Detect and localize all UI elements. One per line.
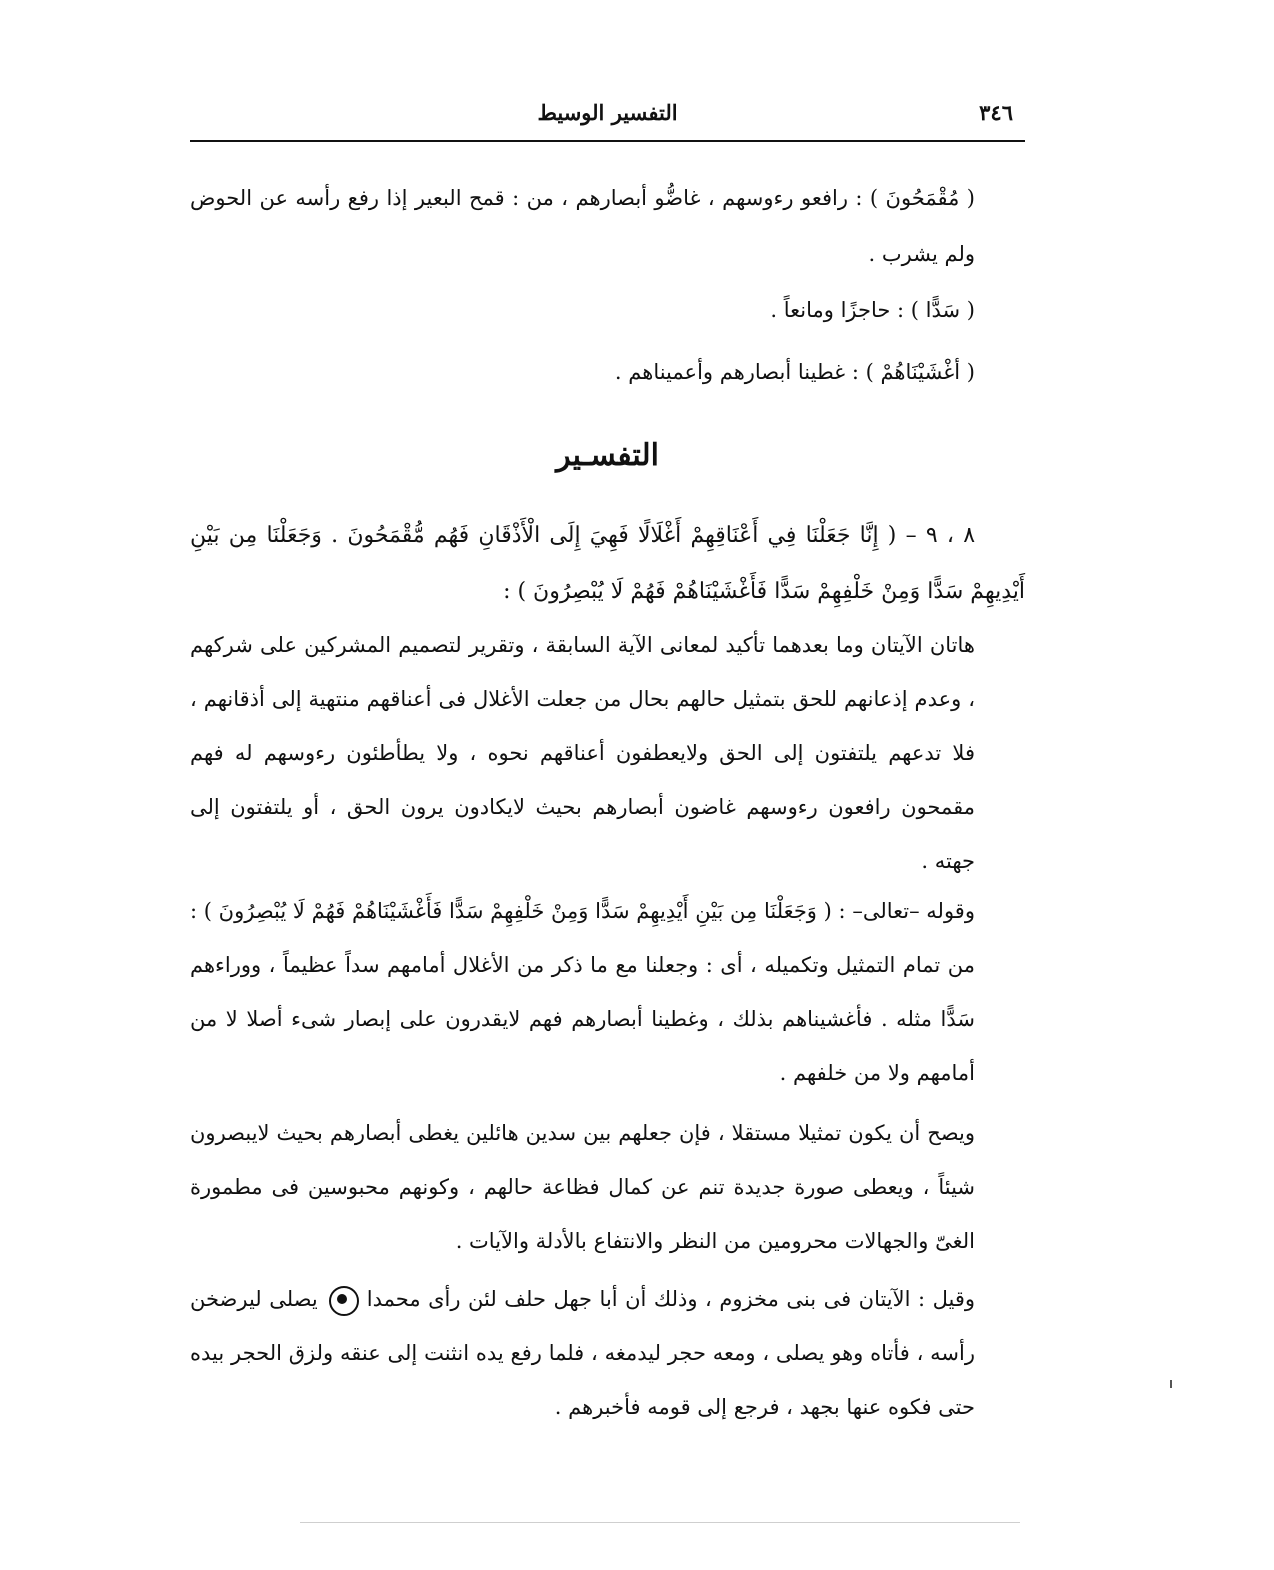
paragraph-3: ويصح أن يكون تمثيلا مستقلا ، فإن جعلهم بين سدين هائلين يغطى أبصارهم بحيث لايبصرون شيئاً ، ويعطى صورة جديدة تنم عن كمال فظاعة حالهم ، وكونهم محبوسين فى مطمورة الغىّ والجهالات محرومين من النظر والانتفاع بالأدلة والآيات . bbox=[190, 1121, 975, 1253]
running-title: التفسير الوسيط bbox=[537, 100, 678, 125]
bottom-divider bbox=[300, 1522, 1020, 1523]
salutation-seal-icon bbox=[329, 1286, 359, 1316]
paragraph-2-intro: وقوله –تعالى– : bbox=[831, 899, 975, 923]
paragraph-2 bbox=[190, 884, 1025, 1100]
paragraph-2-body: : من تمام التمثيل وتكميله ، أى : وجعلنا مع ما ذكر من الأغلال أمامهم سداً عظيماً ، ووراءهم سَدًّا مثله . فأغشيناهم بذلك ، وغطينا أبصارهم فهم لايقدرون على إبصار شىء أصلا لا من أمامهم ولا من خلفهم . bbox=[190, 899, 975, 1085]
verse-text: ( إِنَّا جَعَلْنَا فِي أَعْنَاقِهِمْ أَغْلَالًا فَهِيَ إِلَى الْأَذْقَانِ فَهُم مُّقْمَحُونَ . وَجَعَلْنَا مِن بَيْنِ أَيْدِيهِمْ سَدًّا وَمِنْ خَلْفِهِمْ سَدًّا فَأَغْشَيْنَاهُمْ فَهُمْ لَا يُبْصِرُونَ ) : bbox=[190, 523, 1025, 604]
quran-verse-block bbox=[190, 508, 1025, 620]
paragraph-4 bbox=[190, 1272, 1025, 1434]
paragraph-1: هاتان الآيتان وما بعدهما تأكيد لمعانى الآية السابقة ، وتقرير لتصميم المشركين على شركهم ، وعدم إذعانهم للحق بتمثيل حالهم بحال من جعلت الأغلال فى أعناقهم منتهية إلى أذقانهم ، فلا تدعهم يلتفتون إلى الحق ولايعطفون أعناقهم نحوه ، ولا يطأطئون رءوسهم له فهم مقمحون رافعون رءوسهم غاضون أبصارهم بحيث لايكادون يرون الحق ، أو يلتفتون إلى جهته . bbox=[190, 633, 975, 873]
verse-reference: ٨ ، ٩ – bbox=[905, 523, 976, 548]
margin-mark bbox=[1170, 1380, 1172, 1388]
paragraph-4-part-b: يصلى ليرضخن رأسه ، فأتاه وهو يصلى ، ومعه حجر ليدمغه ، فلما رفع يده انثنت إلى عنقه ولزق الحجر بيده حتى فكوه عنها بجهد ، فرجع إلى قومه فأخبرهم . bbox=[190, 1287, 975, 1419]
book-page bbox=[190, 96, 1025, 1476]
glossary-entry-sadda: ( سَدًّا ) : حاجزًا ومانعاً . bbox=[770, 298, 975, 322]
section-heading: التفسـير bbox=[556, 438, 659, 473]
paragraph-2-verse-quote: ( وَجَعَلْنَا مِن بَيْنِ أَيْدِيهِمْ سَدًّا وَمِنْ خَلْفِهِمْ سَدًّا فَأَغْشَيْنَاهُمْ فَهُمْ لَا يُبْصِرُونَ ) bbox=[203, 899, 832, 923]
paragraph-4-part-a: وقيل : الآيتان فى بنى مخزوم ، وذلك أن أبا جهل حلف لئن رأى محمدا bbox=[359, 1287, 975, 1311]
glossary-entry-muqmahun: ( مُقْمَحُونَ ) : رافعو رءوسهم ، غاضُّو أبصارهم ، من : قمح البعير إذا رفع رأسه عن الحوض ولم يشرب . bbox=[190, 186, 975, 266]
glossary-entry-aghshaynahum: ( أغْشَيْنَاهُمْ ) : غطينا أبصارهم وأعميناهم . bbox=[614, 360, 975, 384]
page-header bbox=[190, 96, 1025, 142]
page-number: ٣٤٦ bbox=[979, 100, 1013, 125]
